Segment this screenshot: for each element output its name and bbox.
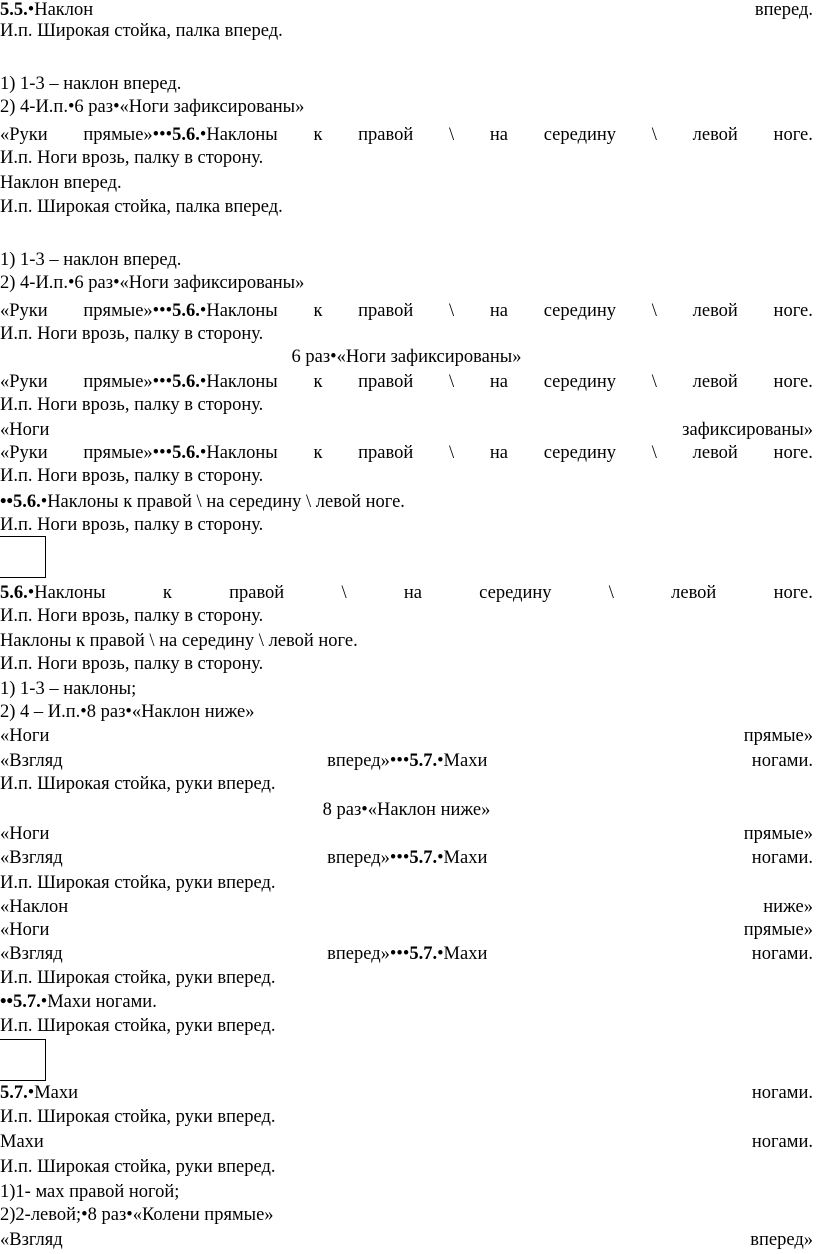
- empty-frame: [0, 1039, 46, 1081]
- text-line: [0, 345, 813, 369]
- text-segment: середину: [543, 301, 617, 321]
- text-segment: И.п. Широкая стойка, руки вперед.: [0, 968, 276, 988]
- text-segment: на: [489, 125, 508, 145]
- text-segment: И.п. Ноги врозь, палку в сторону.: [0, 395, 264, 415]
- text-segment: прямые»: [743, 920, 813, 940]
- text-segment: левой: [692, 443, 738, 463]
- text-line: [0, 393, 813, 417]
- text-line: [0, 441, 813, 465]
- text-line: [0, 652, 813, 676]
- text-segment: «Взгляд: [0, 751, 63, 771]
- text-segment: И.п. Ноги врозь, палку в сторону.: [0, 324, 264, 344]
- text-segment: И.п. Широкая стойка, руки вперед.: [0, 1157, 276, 1177]
- text-segment: к: [313, 443, 323, 463]
- text-segment: середину: [543, 443, 617, 463]
- text-segment: Наклон вперед.: [0, 173, 122, 193]
- text-segment: 2) 4-И.п.•6 раз•«Ноги зафиксированы»: [0, 273, 305, 293]
- text-line: [0, 271, 813, 295]
- text-segment: 8 раз•«Наклон ниже»: [322, 800, 491, 820]
- empty-frame: [0, 536, 46, 578]
- text-segment: правой: [358, 372, 414, 392]
- text-segment: прямые»•••5.6.•Наклоны: [83, 372, 278, 392]
- text-segment: ногами.: [751, 1132, 813, 1152]
- text-segment: середину: [543, 372, 617, 392]
- text-line: [0, 322, 813, 346]
- text-segment: ноге.: [773, 125, 813, 145]
- text-line: [0, 1228, 813, 1252]
- text-segment: «Руки: [0, 125, 48, 145]
- text-segment: вперед»•••5.7.•Махи: [327, 944, 488, 964]
- text-segment: И.п. Ноги врозь, палку в сторону.: [0, 606, 264, 626]
- text-line: [0, 724, 813, 748]
- text-segment: левой: [671, 583, 717, 603]
- text-segment: прямые»: [743, 726, 813, 746]
- text-segment: «Взгляд: [0, 848, 63, 868]
- text-line: [0, 1081, 813, 1105]
- text-line: [0, 629, 813, 653]
- text-segment: к: [313, 301, 323, 321]
- text-segment: «Ноги: [0, 726, 50, 746]
- text-segment: Наклоны к правой \ на середину \ левой ноге.: [0, 631, 358, 651]
- text-segment: ниже»: [763, 897, 813, 917]
- text-segment: прямые»•••5.6.•Наклоны: [83, 125, 278, 145]
- text-line: [0, 990, 813, 1014]
- text-line: [0, 1105, 813, 1129]
- text-segment: середину: [543, 125, 617, 145]
- text-segment: \: [449, 125, 455, 145]
- text-segment: 2) 4-И.п.•6 раз•«Ноги зафиксированы»: [0, 97, 305, 117]
- text-line: [0, 1155, 813, 1179]
- text-line: [0, 95, 813, 119]
- text-segment: на: [489, 301, 508, 321]
- text-line: [0, 1203, 813, 1227]
- text-segment: 2) 4 – И.п.•8 раз•«Наклон ниже»: [0, 702, 255, 722]
- text-segment: Махи: [0, 1132, 44, 1152]
- text-line: [0, 299, 813, 323]
- text-segment: \: [449, 372, 455, 392]
- text-segment: к: [162, 583, 172, 603]
- text-segment: «Взгляд: [0, 944, 63, 964]
- text-segment: \: [449, 301, 455, 321]
- text-segment: «Ноги: [0, 920, 50, 940]
- text-segment: прямые»•••5.6.•Наклоны: [83, 301, 278, 321]
- text-segment: 5.5.•Наклон: [0, 0, 94, 20]
- text-line: [0, 195, 813, 219]
- text-segment: вперед»•••5.7.•Махи: [327, 848, 488, 868]
- text-segment: вперед»: [750, 1230, 813, 1250]
- text-segment: к: [313, 372, 323, 392]
- text-segment: И.п. Широкая стойка, руки вперед.: [0, 873, 276, 893]
- text-line: [0, 123, 813, 147]
- text-segment: правой: [358, 301, 414, 321]
- text-segment: зафиксированы»: [682, 420, 813, 440]
- text-line: [0, 1014, 813, 1038]
- text-line: [0, 846, 813, 870]
- text-segment: «Руки: [0, 301, 48, 321]
- text-segment: 1) 1-3 – наклон вперед.: [0, 250, 182, 270]
- text-segment: левой: [692, 372, 738, 392]
- text-segment: И.п. Широкая стойка, руки вперед.: [0, 774, 276, 794]
- text-segment: вперед»•••5.7.•Махи: [327, 751, 488, 771]
- text-segment: ноге.: [773, 301, 813, 321]
- text-segment: И.п. Ноги врозь, палку в сторону.: [0, 515, 264, 535]
- text-line: [0, 146, 813, 170]
- text-segment: правой: [358, 443, 414, 463]
- text-line: [0, 513, 813, 537]
- text-line: [0, 171, 813, 195]
- text-segment: \: [608, 583, 614, 603]
- text-segment: ноге.: [773, 443, 813, 463]
- text-segment: «Руки: [0, 372, 48, 392]
- text-segment: «Наклон: [0, 897, 69, 917]
- text-line: [0, 871, 813, 895]
- text-line: [0, 966, 813, 990]
- text-segment: ногами.: [751, 848, 813, 868]
- text-line: [0, 700, 813, 724]
- text-segment: «Руки: [0, 443, 48, 463]
- text-segment: ••5.7.•Махи ногами.: [0, 992, 157, 1012]
- text-segment: 5.6.•Наклоны: [0, 583, 106, 603]
- text-segment: правой: [358, 125, 414, 145]
- text-segment: И.п. Широкая стойка, руки вперед.: [0, 1016, 276, 1036]
- text-segment: 1)1- мах правой ногой;: [0, 1182, 180, 1202]
- text-segment: «Ноги: [0, 824, 50, 844]
- text-line: [0, 464, 813, 488]
- text-segment: \: [341, 583, 347, 603]
- text-line: [0, 248, 813, 272]
- text-segment: левой: [692, 125, 738, 145]
- text-segment: на: [489, 443, 508, 463]
- text-line: [0, 942, 813, 966]
- text-segment: 1) 1-3 – наклоны;: [0, 679, 137, 699]
- text-segment: ноге.: [773, 372, 813, 392]
- text-segment: И.п. Ноги врозь, палку в сторону.: [0, 148, 264, 168]
- text-segment: И.п. Широкая стойка, палка вперед.: [0, 197, 283, 217]
- text-segment: И.п. Широкая стойка, палка вперед.: [0, 21, 283, 41]
- text-segment: прямые»: [743, 824, 813, 844]
- text-segment: ногами.: [751, 751, 813, 771]
- text-segment: 5.7.•Махи: [0, 1083, 79, 1103]
- text-line: [0, 72, 813, 96]
- text-line: [0, 1130, 813, 1154]
- text-line: [0, 798, 813, 822]
- text-segment: 6 раз•«Ноги зафиксированы»: [291, 347, 522, 367]
- text-line: [0, 677, 813, 701]
- text-line: [0, 604, 813, 628]
- text-line: [0, 19, 813, 43]
- text-line: [0, 418, 813, 442]
- text-segment: правой: [229, 583, 285, 603]
- text-segment: И.п. Ноги врозь, палку в сторону.: [0, 466, 264, 486]
- text-segment: ••5.6.•Наклоны к правой \ на середину \ левой ноге.: [0, 492, 405, 512]
- text-segment: 2)2-левой;•8 раз•«Колени прямые»: [0, 1205, 274, 1225]
- text-segment: \: [449, 443, 455, 463]
- text-segment: И.п. Широкая стойка, руки вперед.: [0, 1107, 276, 1127]
- text-segment: вперед.: [754, 0, 813, 20]
- text-line: [0, 772, 813, 796]
- text-segment: \: [651, 125, 657, 145]
- text-segment: И.п. Ноги врозь, палку в сторону.: [0, 654, 264, 674]
- text-segment: середину: [479, 583, 552, 603]
- text-segment: левой: [692, 301, 738, 321]
- text-segment: ногами.: [751, 944, 813, 964]
- text-line: [0, 1180, 813, 1204]
- text-segment: «Ноги: [0, 420, 50, 440]
- text-segment: 1) 1-3 – наклон вперед.: [0, 74, 182, 94]
- text-segment: на: [489, 372, 508, 392]
- text-segment: «Взгляд: [0, 1230, 63, 1250]
- text-line: [0, 370, 813, 394]
- text-line: [0, 490, 813, 514]
- text-segment: \: [651, 443, 657, 463]
- text-line: [0, 822, 813, 846]
- text-segment: \: [651, 372, 657, 392]
- text-segment: прямые»•••5.6.•Наклоны: [83, 443, 278, 463]
- text-segment: \: [651, 301, 657, 321]
- text-line: [0, 895, 813, 919]
- text-segment: на: [403, 583, 422, 603]
- text-line: [0, 918, 813, 942]
- text-line: [0, 222, 813, 246]
- text-line: [0, 749, 813, 773]
- text-line: [0, 581, 813, 605]
- text-segment: ноге.: [773, 583, 813, 603]
- text-line: [0, 46, 813, 70]
- text-segment: ногами.: [751, 1083, 813, 1103]
- text-segment: к: [313, 125, 323, 145]
